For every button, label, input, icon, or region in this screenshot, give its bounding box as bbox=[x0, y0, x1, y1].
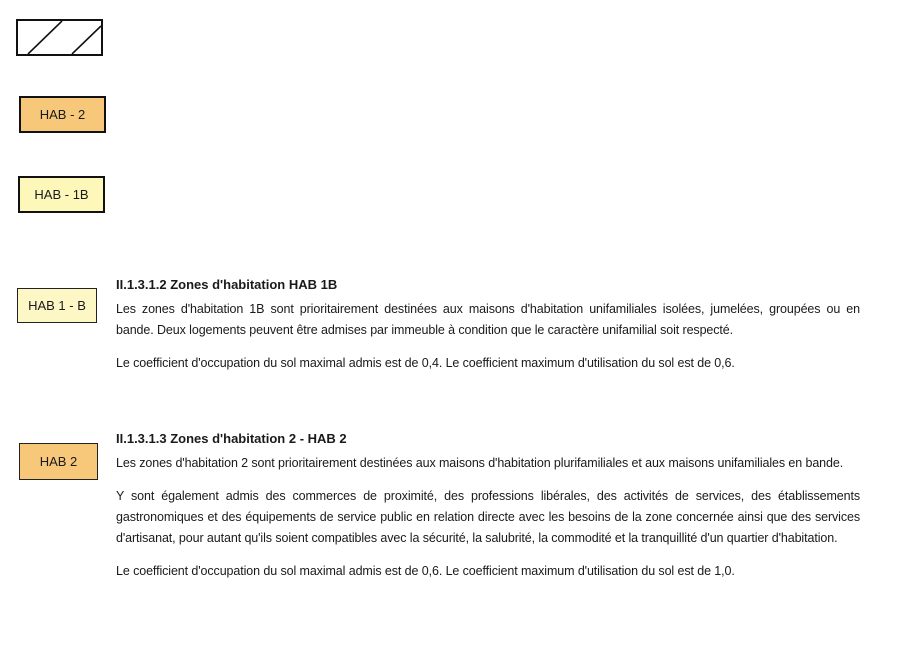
section-title: II.1.3.1.2 Zones d'habitation HAB 1B bbox=[116, 277, 338, 292]
hatched-box-icon bbox=[18, 21, 101, 54]
legend-hatched-box bbox=[16, 19, 103, 56]
paragraph: Y sont également admis des commerces de proximité, des professions libérales, des activités de services, des établissements gastronomiques et des équipements de service public en relation directe avec les besoins de la zone concernée ainsi que des services d'artisanat, pour autant qu'ils soient compatibles avec la sécurité, la salubrité, la commodité et la tranquillité d'un quartier d'habitation. bbox=[116, 489, 860, 545]
paragraph: Le coefficient d'occupation du sol maximal admis est de 0,6. Le coefficient maximum d'utilisation du sol est de 1,0. bbox=[116, 564, 735, 578]
paragraph: Les zones d'habitation 1B sont prioritairement destinées aux maisons d'habitation unifamiliales isolées, jumelées, groupées ou en bande. Deux logements peuvent être admises par immeuble à condition que le caractère unifamilial soit respecté. bbox=[116, 302, 860, 337]
legend-hab2-label: HAB - 2 bbox=[39, 107, 86, 122]
zone-tag-label: HAB 2 bbox=[39, 454, 78, 469]
legend-hab1b-label: HAB - 1B bbox=[34, 187, 89, 202]
legend-hab2 bbox=[19, 96, 106, 133]
section-hab2 bbox=[116, 431, 860, 594]
zone-tag-label: HAB 1 - B bbox=[28, 298, 86, 313]
zone-tag-hab1b bbox=[17, 288, 97, 323]
section-title: II.1.3.1.3 Zones d'habitation 2 - HAB 2 bbox=[116, 431, 347, 446]
zone-tag-hab2 bbox=[19, 443, 98, 480]
paragraph: Les zones d'habitation 2 sont prioritairement destinées aux maisons d'habitation plurifamiliales et aux maisons unifamiliales en bande. bbox=[116, 456, 844, 470]
legend-hab1b bbox=[18, 176, 105, 213]
section-hab1b bbox=[116, 277, 860, 386]
paragraph: Le coefficient d'occupation du sol maximal admis est de 0,4. Le coefficient maximum d'utilisation du sol est de 0,6. bbox=[116, 356, 735, 370]
